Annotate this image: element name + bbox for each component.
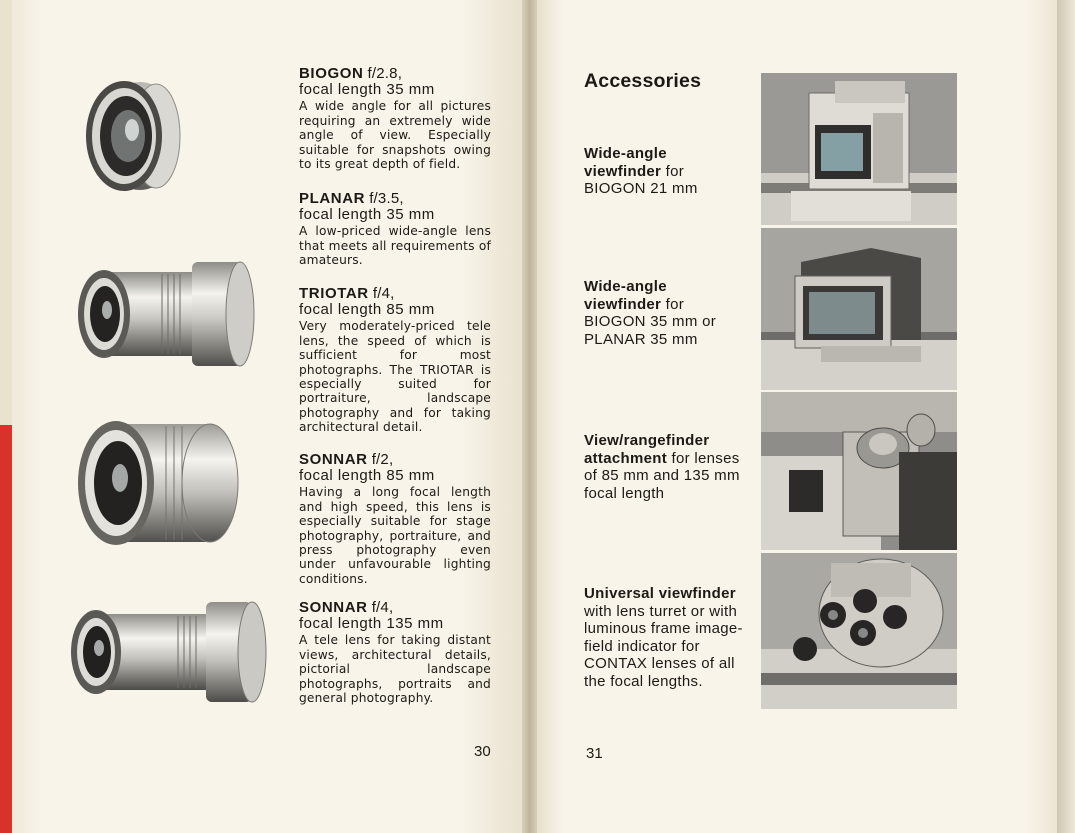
lens-focal-length: focal length 35 mm bbox=[299, 206, 435, 224]
book-spine bbox=[522, 0, 537, 833]
biogon-lens-image bbox=[78, 78, 186, 194]
lens-description: A wide angle for all pictures requiring an extremely wide angle of view. Especially suitable for snapshots owing to its great depth of field. bbox=[299, 99, 491, 172]
accessory-text: with lens turret or with luminous frame image-field indicator for CONTAX lenses of all the focal lengths. bbox=[584, 602, 743, 690]
accessory-universal bbox=[584, 585, 748, 691]
lens-entry-biogon bbox=[299, 67, 491, 171]
lens-description: A low-priced wide-angle lens that meets all requirements of amateurs. bbox=[299, 224, 491, 268]
lens-aperture: f/4, bbox=[372, 285, 395, 302]
accessory-title: View/rangefinder attachment bbox=[584, 432, 710, 467]
lens-name: SONNAR bbox=[299, 599, 368, 616]
accessory-text: for lenses of 85 mm and 135 mm focal length bbox=[584, 449, 740, 502]
sonnar-f4-lens-image bbox=[66, 598, 268, 706]
lens-description: Having a long focal length and high speed, this lens is especially suitable for stage photography, portraiture, and press photography even under unfavourable lighting conditions. bbox=[299, 485, 491, 586]
planar-triotar-lens-image bbox=[72, 258, 256, 370]
lens-focal-length: focal length 135 mm bbox=[299, 615, 444, 633]
accessory-title: Universal viewfinder bbox=[584, 585, 736, 602]
lens-entry-sonnar-f4 bbox=[299, 601, 491, 705]
accessory-title: Wide-angle viewfinder bbox=[584, 278, 667, 313]
photo-universal-viewfinder bbox=[761, 553, 957, 709]
accessory-text: for BIOGON 21 mm bbox=[584, 162, 698, 198]
photo-rangefinder-attachment bbox=[761, 392, 957, 550]
lens-entry-triotar bbox=[299, 287, 491, 435]
page-number-right: 31 bbox=[586, 745, 603, 762]
sonnar-f2-lens-image bbox=[74, 418, 242, 548]
lens-name: BIOGON bbox=[299, 65, 364, 82]
accessory-wide-angle-35 bbox=[584, 278, 748, 348]
lens-name: SONNAR bbox=[299, 451, 368, 468]
lens-focal-length: focal length 35 mm bbox=[299, 81, 435, 99]
lens-name: PLANAR bbox=[299, 190, 366, 207]
accessory-wide-angle-21 bbox=[584, 145, 748, 198]
page-heading: Accessories bbox=[584, 70, 702, 92]
lens-description: Very moderately-priced tele lens, the speed of which is sufficient for most photographs. The TRIOTAR is especially suited for portraiture, landscape photography and for taking architectural detail. bbox=[299, 319, 491, 435]
lens-aperture: f/3.5, bbox=[369, 190, 404, 207]
right-page-edge bbox=[1057, 0, 1075, 833]
lens-aperture: f/2.8, bbox=[367, 65, 403, 82]
accessory-text: for BIOGON 35 mm or PLANAR 35 mm bbox=[584, 295, 717, 348]
lens-entry-sonnar-f2 bbox=[299, 453, 491, 586]
lens-entry-planar bbox=[299, 192, 491, 268]
lens-focal-length: focal length 85 mm bbox=[299, 467, 435, 485]
lens-aperture: f/4, bbox=[371, 599, 394, 616]
photo-wide-angle-viewfinder-21 bbox=[761, 73, 957, 225]
lens-aperture: f/2, bbox=[371, 451, 394, 468]
accessory-title: Wide-angle viewfinder bbox=[584, 145, 667, 180]
lens-name: TRIOTAR bbox=[299, 285, 369, 302]
lens-description: A tele lens for taking distant views, architectural details, pictorial landscape photographs, portraits and general photography. bbox=[299, 633, 491, 706]
page-number-left: 30 bbox=[474, 743, 491, 760]
photo-wide-angle-viewfinder-35 bbox=[761, 228, 957, 390]
accessory-rangefinder bbox=[584, 432, 748, 502]
lens-focal-length: focal length 85 mm bbox=[299, 301, 435, 319]
